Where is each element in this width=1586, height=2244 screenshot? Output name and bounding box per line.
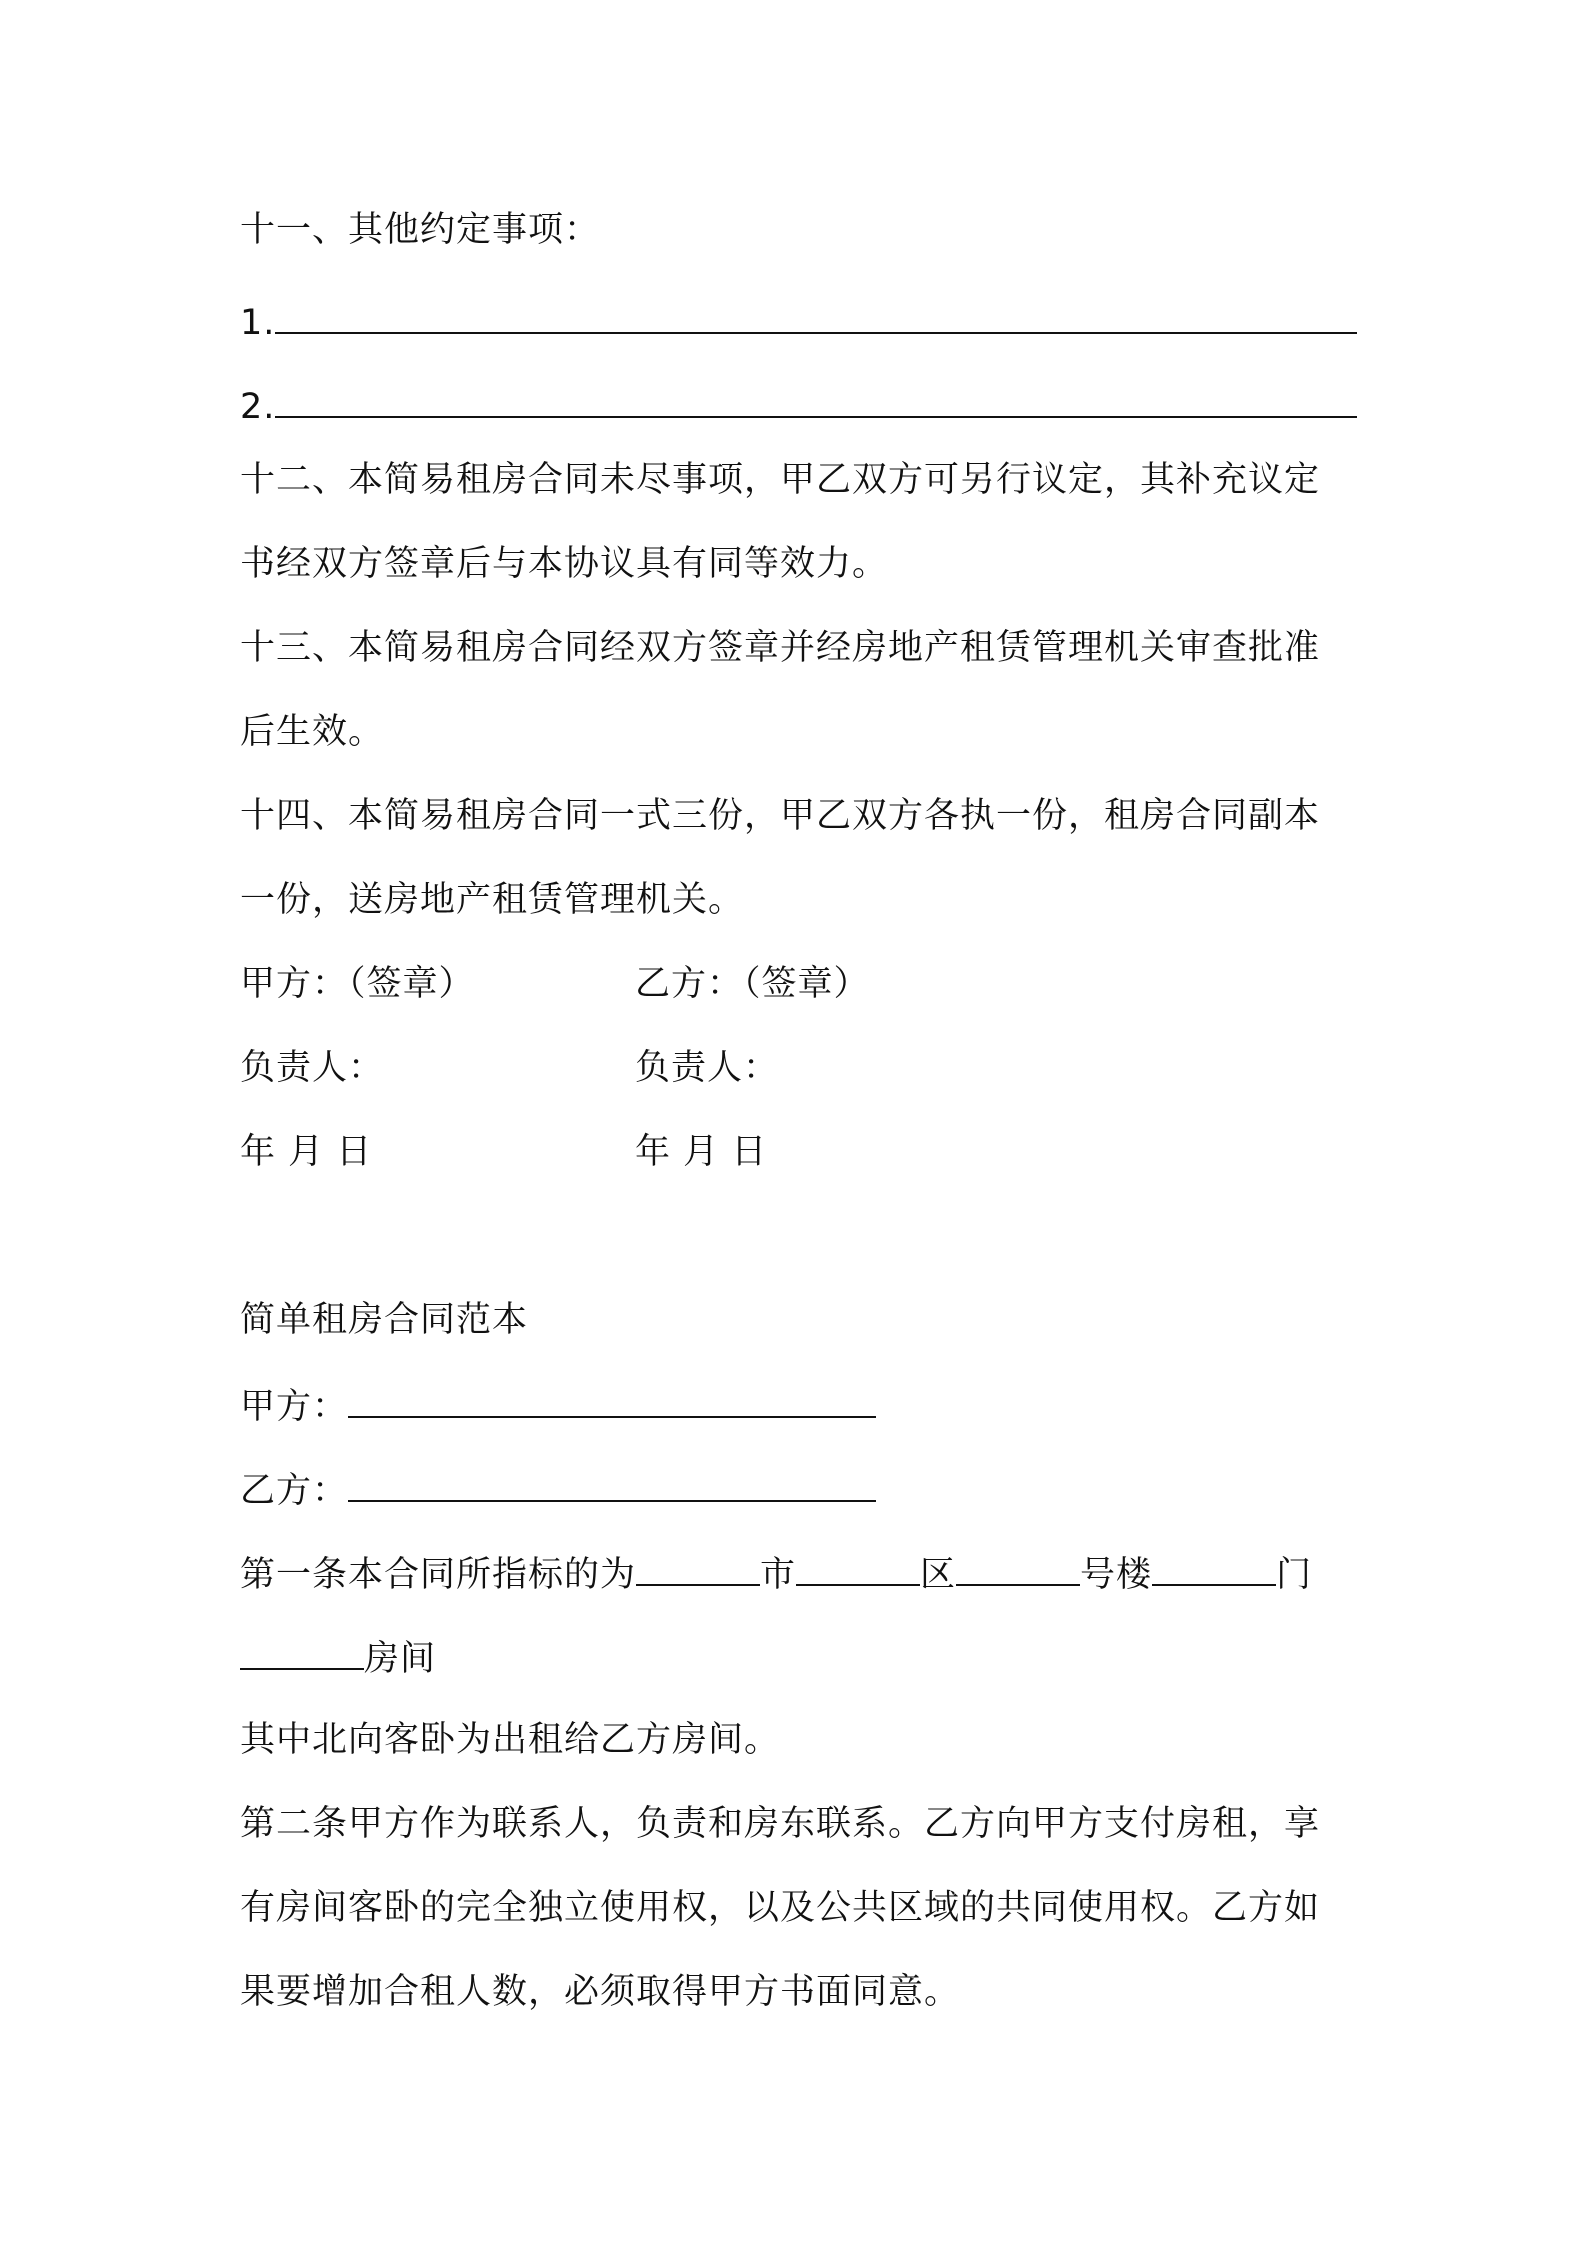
clause-12-line-2: 书经双方签章后与本协议具有同等效力。 [240, 544, 889, 584]
item-1-blank [275, 296, 1357, 334]
party-a-date: 年 月 日 [240, 1132, 373, 1172]
party-a-blank [348, 1380, 876, 1418]
article-1-city: 市 [760, 1555, 797, 1595]
clause-11-heading: 十一、其他约定事项： [240, 210, 601, 250]
article-1-door: 门 [1276, 1555, 1313, 1595]
item-1-number: 1. [240, 303, 276, 343]
room-blank [240, 1632, 364, 1670]
article-1-line-2 [240, 1632, 436, 1683]
party-a-responsible: 负责人： [240, 1048, 385, 1088]
clause-13-line-1: 十三、本简易租房合同经双方签章并经房地产租赁管理机关审查批准 [240, 628, 1321, 668]
article-2-line-3: 果要增加合租人数，必须取得甲方书面同意。 [240, 1972, 961, 2012]
article-1-building: 号楼 [1080, 1555, 1153, 1595]
party-b-responsible: 负责人： [635, 1048, 780, 1088]
item-2-blank [275, 380, 1357, 418]
clause-11-item-1 [240, 296, 1357, 347]
party-a-label: 甲方： [240, 1387, 349, 1427]
north-room-note: 其中北向客卧为出租给乙方房间。 [240, 1720, 781, 1760]
clause-11-item-2 [240, 380, 1357, 431]
second-contract-party-b [240, 1464, 876, 1515]
party-b-date: 年 月 日 [635, 1132, 768, 1172]
clause-12-line-1: 十二、本简易租房合同未尽事项，甲乙双方可另行议定，其补充议定 [240, 460, 1321, 500]
article-2-line-2: 有房间客卧的完全独立使用权，以及公共区域的共同使用权。乙方如 [240, 1888, 1321, 1928]
party-b-label: 乙方： [240, 1471, 349, 1511]
party-b-signature: 乙方：（签章） [635, 964, 870, 1004]
door-blank [1152, 1548, 1276, 1586]
clause-14-line-1: 十四、本简易租房合同一式三份，甲乙双方各执一份，租房合同副本 [240, 796, 1321, 836]
city-blank [636, 1548, 760, 1586]
clause-14-line-2: 一份，送房地产租赁管理机关。 [240, 880, 745, 920]
clause-13-line-2: 后生效。 [240, 712, 385, 752]
party-a-signature: 甲方：（签章） [240, 964, 475, 1004]
building-blank [956, 1548, 1080, 1586]
article-1-prefix: 第一条本合同所指标的为 [240, 1555, 637, 1595]
article-1-line-1 [240, 1548, 1312, 1599]
second-contract-party-a [240, 1380, 876, 1431]
party-b-blank [348, 1464, 876, 1502]
article-1-room: 房间 [364, 1639, 437, 1679]
article-2-line-1: 第二条甲方作为联系人，负责和房东联系。乙方向甲方支付房租，享 [240, 1804, 1321, 1844]
district-blank [796, 1548, 920, 1586]
article-1-district: 区 [920, 1555, 957, 1595]
item-2-number: 2. [240, 387, 276, 427]
second-contract-title: 简单租房合同范本 [240, 1300, 529, 1340]
